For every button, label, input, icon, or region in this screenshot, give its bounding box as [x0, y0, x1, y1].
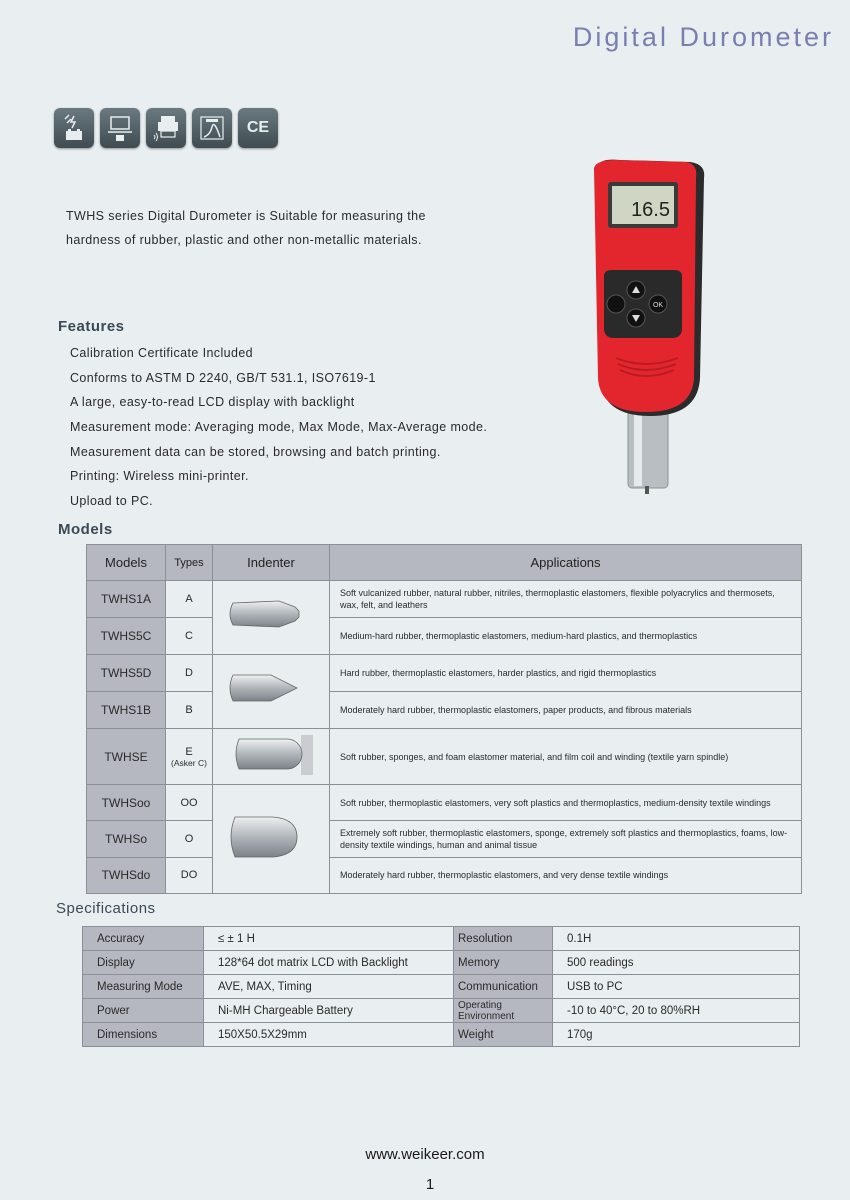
indenter-e-icon — [213, 729, 329, 781]
specifications-table — [82, 926, 800, 1047]
features-heading: Features — [58, 318, 125, 335]
application-cell: Soft rubber, sponges, and foam elastomer material, and film coil and winding (textile yarn spindle) — [330, 729, 802, 785]
type-value: E — [185, 745, 193, 758]
table-row — [87, 655, 802, 692]
spec-row — [83, 975, 800, 999]
feature-item: Conforms to ASTM D 2240, GB/T 531.1, ISO7619-1 — [70, 370, 376, 385]
model-cell: TWHSE — [87, 729, 166, 785]
spec-label: Communication — [454, 975, 553, 999]
feature-item: Measurement data can be stored, browsing and batch printing. — [70, 444, 441, 459]
spec-row — [83, 951, 800, 975]
feature-icon-row — [54, 108, 278, 148]
spec-label: Dimensions — [83, 1023, 204, 1047]
type-cell: D — [166, 655, 213, 692]
spec-label: Power — [83, 999, 204, 1023]
spec-label: Resolution — [454, 927, 553, 951]
application-cell: Soft rubber, thermoplastic elastomers, very soft plastics and thermoplastics, medium-density textile windings — [330, 785, 802, 821]
column-header-models: Models — [87, 545, 166, 581]
spec-value: Ni-MH Chargeable Battery — [204, 999, 454, 1023]
model-cell: TWHSo — [87, 821, 166, 857]
spec-row — [83, 927, 800, 951]
spec-label: Weight — [454, 1023, 553, 1047]
type-cell: OO — [166, 785, 213, 821]
indenter-d-b-icon — [213, 655, 329, 725]
spec-value: ≤ ± 1 H — [204, 927, 454, 951]
table-row — [87, 618, 802, 655]
battery-charger-icon — [54, 108, 94, 148]
intro-text — [66, 204, 526, 252]
features-list — [70, 341, 487, 514]
spec-value: 128*64 dot matrix LCD with Backlight — [204, 951, 454, 975]
column-header-applications: Applications — [330, 545, 802, 581]
feature-item: Calibration Certificate Included — [70, 346, 254, 360]
column-header-types: Types — [166, 545, 213, 581]
wireless-printer-icon — [146, 108, 186, 148]
ce-label: CE — [246, 119, 270, 136]
table-row — [87, 692, 802, 729]
spec-value: -10 to 40°C, 20 to 80%RH — [553, 999, 800, 1023]
indenter-oo-o-do-icon — [213, 785, 329, 890]
application-cell: Moderately hard rubber, thermoplastic elastomers, and very dense textile windings — [330, 857, 802, 893]
application-cell: Medium-hard rubber, thermoplastic elastomers, medium-hard plastics, and thermoplastics — [330, 618, 802, 655]
durometer-device-image — [590, 158, 710, 498]
indenter-cell — [213, 581, 330, 655]
type-cell: C — [166, 618, 213, 655]
spec-value: 500 readings — [553, 951, 800, 975]
table-row — [87, 857, 802, 893]
spec-label: Operating Environment — [454, 999, 553, 1023]
model-cell: TWHS5D — [87, 655, 166, 692]
table-row — [87, 785, 802, 821]
indenter-cell — [213, 729, 330, 785]
type-cell — [166, 729, 213, 785]
model-cell: TWHS5C — [87, 618, 166, 655]
table-header-row — [87, 545, 802, 581]
page-title: Digital Durometer — [572, 22, 834, 52]
spec-label: Display — [83, 951, 204, 975]
model-cell: TWHSoo — [87, 785, 166, 821]
spec-value: AVE, MAX, Timing — [204, 975, 454, 999]
spec-row — [83, 999, 800, 1023]
device-ok-button: OK — [652, 302, 664, 309]
model-cell: TWHSdo — [87, 857, 166, 893]
indenter-cell — [213, 785, 330, 894]
indenter-cell — [213, 655, 330, 729]
type-cell: O — [166, 821, 213, 857]
page-number: 1 — [425, 1176, 435, 1193]
application-cell: Moderately hard rubber, thermoplastic elastomers, paper products, and fibrous materials — [330, 692, 802, 729]
type-cell: A — [166, 581, 213, 618]
spec-value: 170g — [553, 1023, 800, 1047]
application-cell: Extremely soft rubber, thermoplastic elastomers, sponge, extremely soft plastics and thermoplastics, foams, low-density textile windings, human and animal tissue — [330, 821, 802, 857]
models-heading: Models — [58, 521, 113, 538]
indenter-a-c-icon — [213, 581, 329, 651]
column-header-indenter: Indenter — [213, 545, 330, 581]
footer-website-link[interactable]: www.weikeer.com — [365, 1146, 485, 1163]
device-screen-value: 16.5 — [631, 199, 670, 221]
feature-item: Upload to PC. — [70, 494, 154, 509]
feature-item: A large, easy-to-read LCD display with backlight — [70, 395, 355, 410]
type-note: (Asker C) — [171, 757, 207, 768]
spec-label: Memory — [454, 951, 553, 975]
model-cell: TWHS1B — [87, 692, 166, 729]
application-cell: Soft vulcanized rubber, natural rubber, nitriles, thermoplastic elastomers, flexible polyacrylics and thermosets, wax, felt, and leathers — [330, 581, 802, 618]
spec-label: Accuracy — [83, 927, 204, 951]
ce-mark-icon — [238, 108, 278, 148]
intro-line-1: TWHS series Digital Durometer is Suitable for measuring the — [66, 209, 426, 223]
type-cell: DO — [166, 857, 213, 893]
table-row — [87, 729, 802, 785]
spec-value: 150X50.5X29mm — [204, 1023, 454, 1047]
models-table — [86, 544, 802, 894]
specifications-heading: Specifications — [56, 900, 156, 917]
type-cell: B — [166, 692, 213, 729]
pc-connection-icon — [100, 108, 140, 148]
table-row — [87, 581, 802, 618]
feature-item: Printing: Wireless mini-printer. — [70, 469, 249, 484]
table-row — [87, 821, 802, 857]
model-cell: TWHS1A — [87, 581, 166, 618]
spec-row — [83, 1023, 800, 1047]
measurement-curve-icon — [192, 108, 232, 148]
intro-line-2: hardness of rubber, plastic and other non-metallic materials. — [66, 233, 422, 247]
spec-value: USB to PC — [553, 975, 800, 999]
spec-value: 0.1H — [553, 927, 800, 951]
feature-item: Measurement mode: Averaging mode, Max Mode, Max-Average mode. — [70, 420, 488, 435]
spec-label: Measuring Mode — [83, 975, 204, 999]
application-cell: Hard rubber, thermoplastic elastomers, harder plastics, and rigid thermoplastics — [330, 655, 802, 692]
